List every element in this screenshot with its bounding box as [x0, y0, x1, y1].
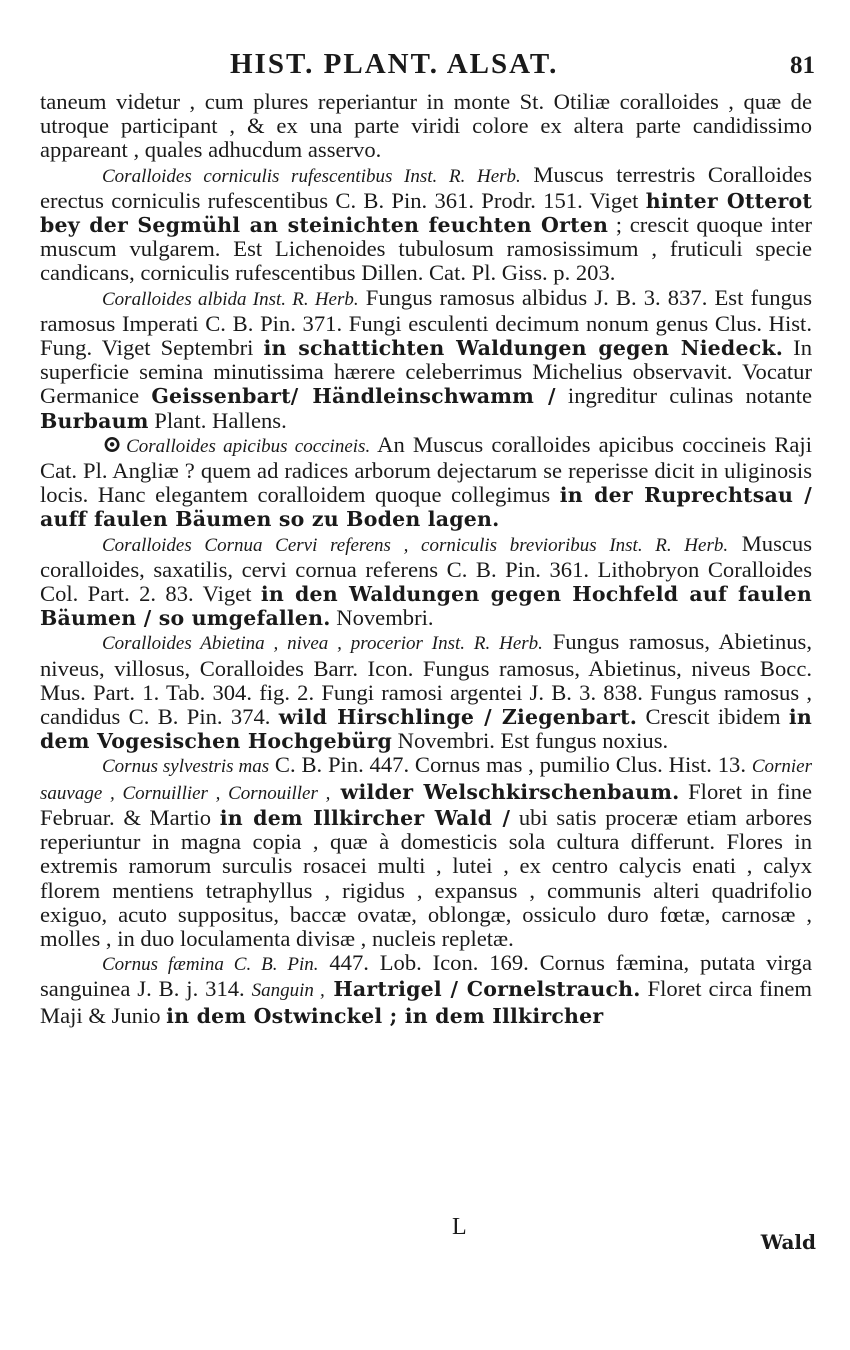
synonym-label: Coralloides Abietina , nivea , procerior Inst. R. Herb.	[102, 633, 543, 655]
text-run: In superficie semina minutissima hærere celeberrimus Michelius observavit. Vocatur Germanice	[40, 335, 812, 409]
german-name: Burbaum	[40, 408, 149, 433]
signature-mark: L	[452, 1214, 467, 1240]
synonym-label: Coralloides Cornua Cervi referens , corniculis brevioribus Inst. R. Herb.	[102, 534, 729, 556]
text-run: ubi satis proceræ etiam arbores reperiuntur in magna copia , quæ à domesticis sola cultura differunt. Flores in extremis ramorum surculis rosacei multi , lutei , ex centro calycis enati , calyx florem mentiens tetraphyllus , rigidus , expansus , communis alteri quadrifolio exiguo, acuto suppositus, baccæ ovatæ, oblongæ, ossiculo duro fœtæ, carnosæ , molles , in duo loculamenta divisæ , nucleis repletæ.	[40, 804, 812, 951]
entry-coralloides-abietina	[40, 630, 812, 753]
text-run: Crescit ibidem	[637, 704, 789, 730]
german-locality: hinter Otterot bey der Segmühl an steinichten feuchten Orten	[40, 188, 812, 238]
text-run: Fungus ramosus, Abietinus, niveus, villosus, Coralloides Barr. Icon. Fungus ramosus, Abietinus, niveus Bocc. Mus. Part. 1. Tab. 304. fig. 2. Fungi ramosi argentei J. B. 3. 838. Fungus ramosus , candidus C. B. Pin. 374.	[40, 629, 812, 730]
synonym-label: Cornus fæmina C. B. Pin.	[102, 954, 319, 976]
german-locality: in dem Vogesischen Hochgebürg	[40, 705, 812, 754]
text-run: Plant. Hallens.	[148, 407, 287, 433]
german-name: wild Hirschlinge / Ziegenbart.	[278, 705, 638, 730]
running-title: HIST. PLANT. ALSAT.	[230, 48, 559, 80]
german-name: Geissenbart/ Händleinschwamm /	[151, 384, 556, 409]
entry-coralloides-cornua-cervi	[40, 532, 812, 631]
text-run: Floret in fine Februar. & Martio	[40, 778, 813, 830]
synonym-label: Coralloides corniculis rufescentibus Inst. R. Herb.	[102, 165, 521, 187]
entry-coralloides-albida	[40, 286, 812, 433]
german-locality: in dem Ostwinckel ; in dem Illkircher	[166, 1003, 604, 1028]
german-locality: in den Waldungen gegen Hochfeld auf faulen Bäumen / so umgefallen.	[40, 582, 812, 631]
circle-dot-symbol: ⊙	[102, 431, 123, 458]
text-run: Muscus coralloides, saxatilis, cervi cornua referens C. B. Pin. 361. Lithobryon Coralloides Col. Part. 2. 83. Viget	[40, 530, 812, 607]
text-run: Floret circa finem Maji & Junio	[40, 976, 812, 1028]
french-name: Sanguin ,	[251, 980, 325, 1002]
french-name: Cornier sauvage , Cornuillier , Cornouiller ,	[40, 756, 812, 804]
catchword: Wald	[760, 1230, 816, 1254]
text-run: 447. Lob. Icon. 169. Cornus fæmina, putata virga sanguinea J. B. j. 314.	[40, 950, 812, 1002]
entry-coralloides-rufescentibus	[40, 163, 812, 286]
page-number: 81	[790, 52, 815, 79]
entry-cornus-mas	[40, 753, 812, 951]
text-run: Novembri. Est fungus noxius.	[392, 728, 669, 754]
text-run: C. B. Pin. 447. Cornus mas , pumilio Clus. Hist. 13.	[269, 752, 752, 778]
body-text	[40, 90, 812, 1028]
paragraph-continuation	[40, 90, 812, 163]
text-run: Fungus ramosus albidus J. B. 3. 837. Est fungus ramosus Imperati C. B. Pin. 371. Fungi esculenti decimum nonum genus Clus. Hist. Fung. Viget Septembri	[40, 284, 812, 361]
text-run: Muscus terrestris Coralloides erectus corniculis rufescentibus C. B. Pin. 361. Prodr. 151. Viget	[40, 161, 813, 213]
text-run: ; crescit quoque inter muscum vulgarem. Est Lichenoides tubulosum ramosissimum , fruticuli specie candicans, corniculis rufescentibus Dillen. Cat. Pl. Giss. p. 203.	[40, 212, 812, 286]
text-run: taneum videtur , cum plures reperiantur in monte St. Otiliæ coralloides , quæ de utroque participant , & ex una parte viridi colore ex altera parte candidissimo appareant , quales adhucdum asservo.	[40, 89, 812, 163]
entry-coralloides-coccineis	[40, 433, 812, 532]
synonym-label: Coralloides albida Inst. R. Herb.	[102, 288, 359, 310]
german-name: Hartrigel / Cornelstrauch.	[324, 977, 641, 1002]
synonym-label: Coralloides apicibus coccineis.	[126, 435, 371, 457]
text-run: Novembri.	[330, 605, 434, 631]
german-name: wilder Welschkirschenbaum.	[330, 779, 680, 804]
synonym-label: Cornus sylvestris mas	[102, 756, 270, 778]
entry-cornus-femina	[40, 951, 812, 1028]
page-header	[40, 48, 815, 84]
text-run: ingreditur culinas notante	[555, 383, 813, 409]
text-run: An Muscus coralloides apicibus coccineis Raji Cat. Pl. Angliæ ? quem ad radices arborum dejectarum se reperisse dicit in uliginosis locis. Hanc elegantem coralloidem quoque collegimus	[40, 431, 812, 508]
german-locality: in schattichten Waldungen gegen Niedeck.	[263, 336, 784, 361]
german-locality: in der Ruprechtsau / auff faulen Bäumen so zu Boden lagen.	[40, 483, 812, 532]
german-locality: in dem Illkircher Wald /	[219, 805, 511, 830]
